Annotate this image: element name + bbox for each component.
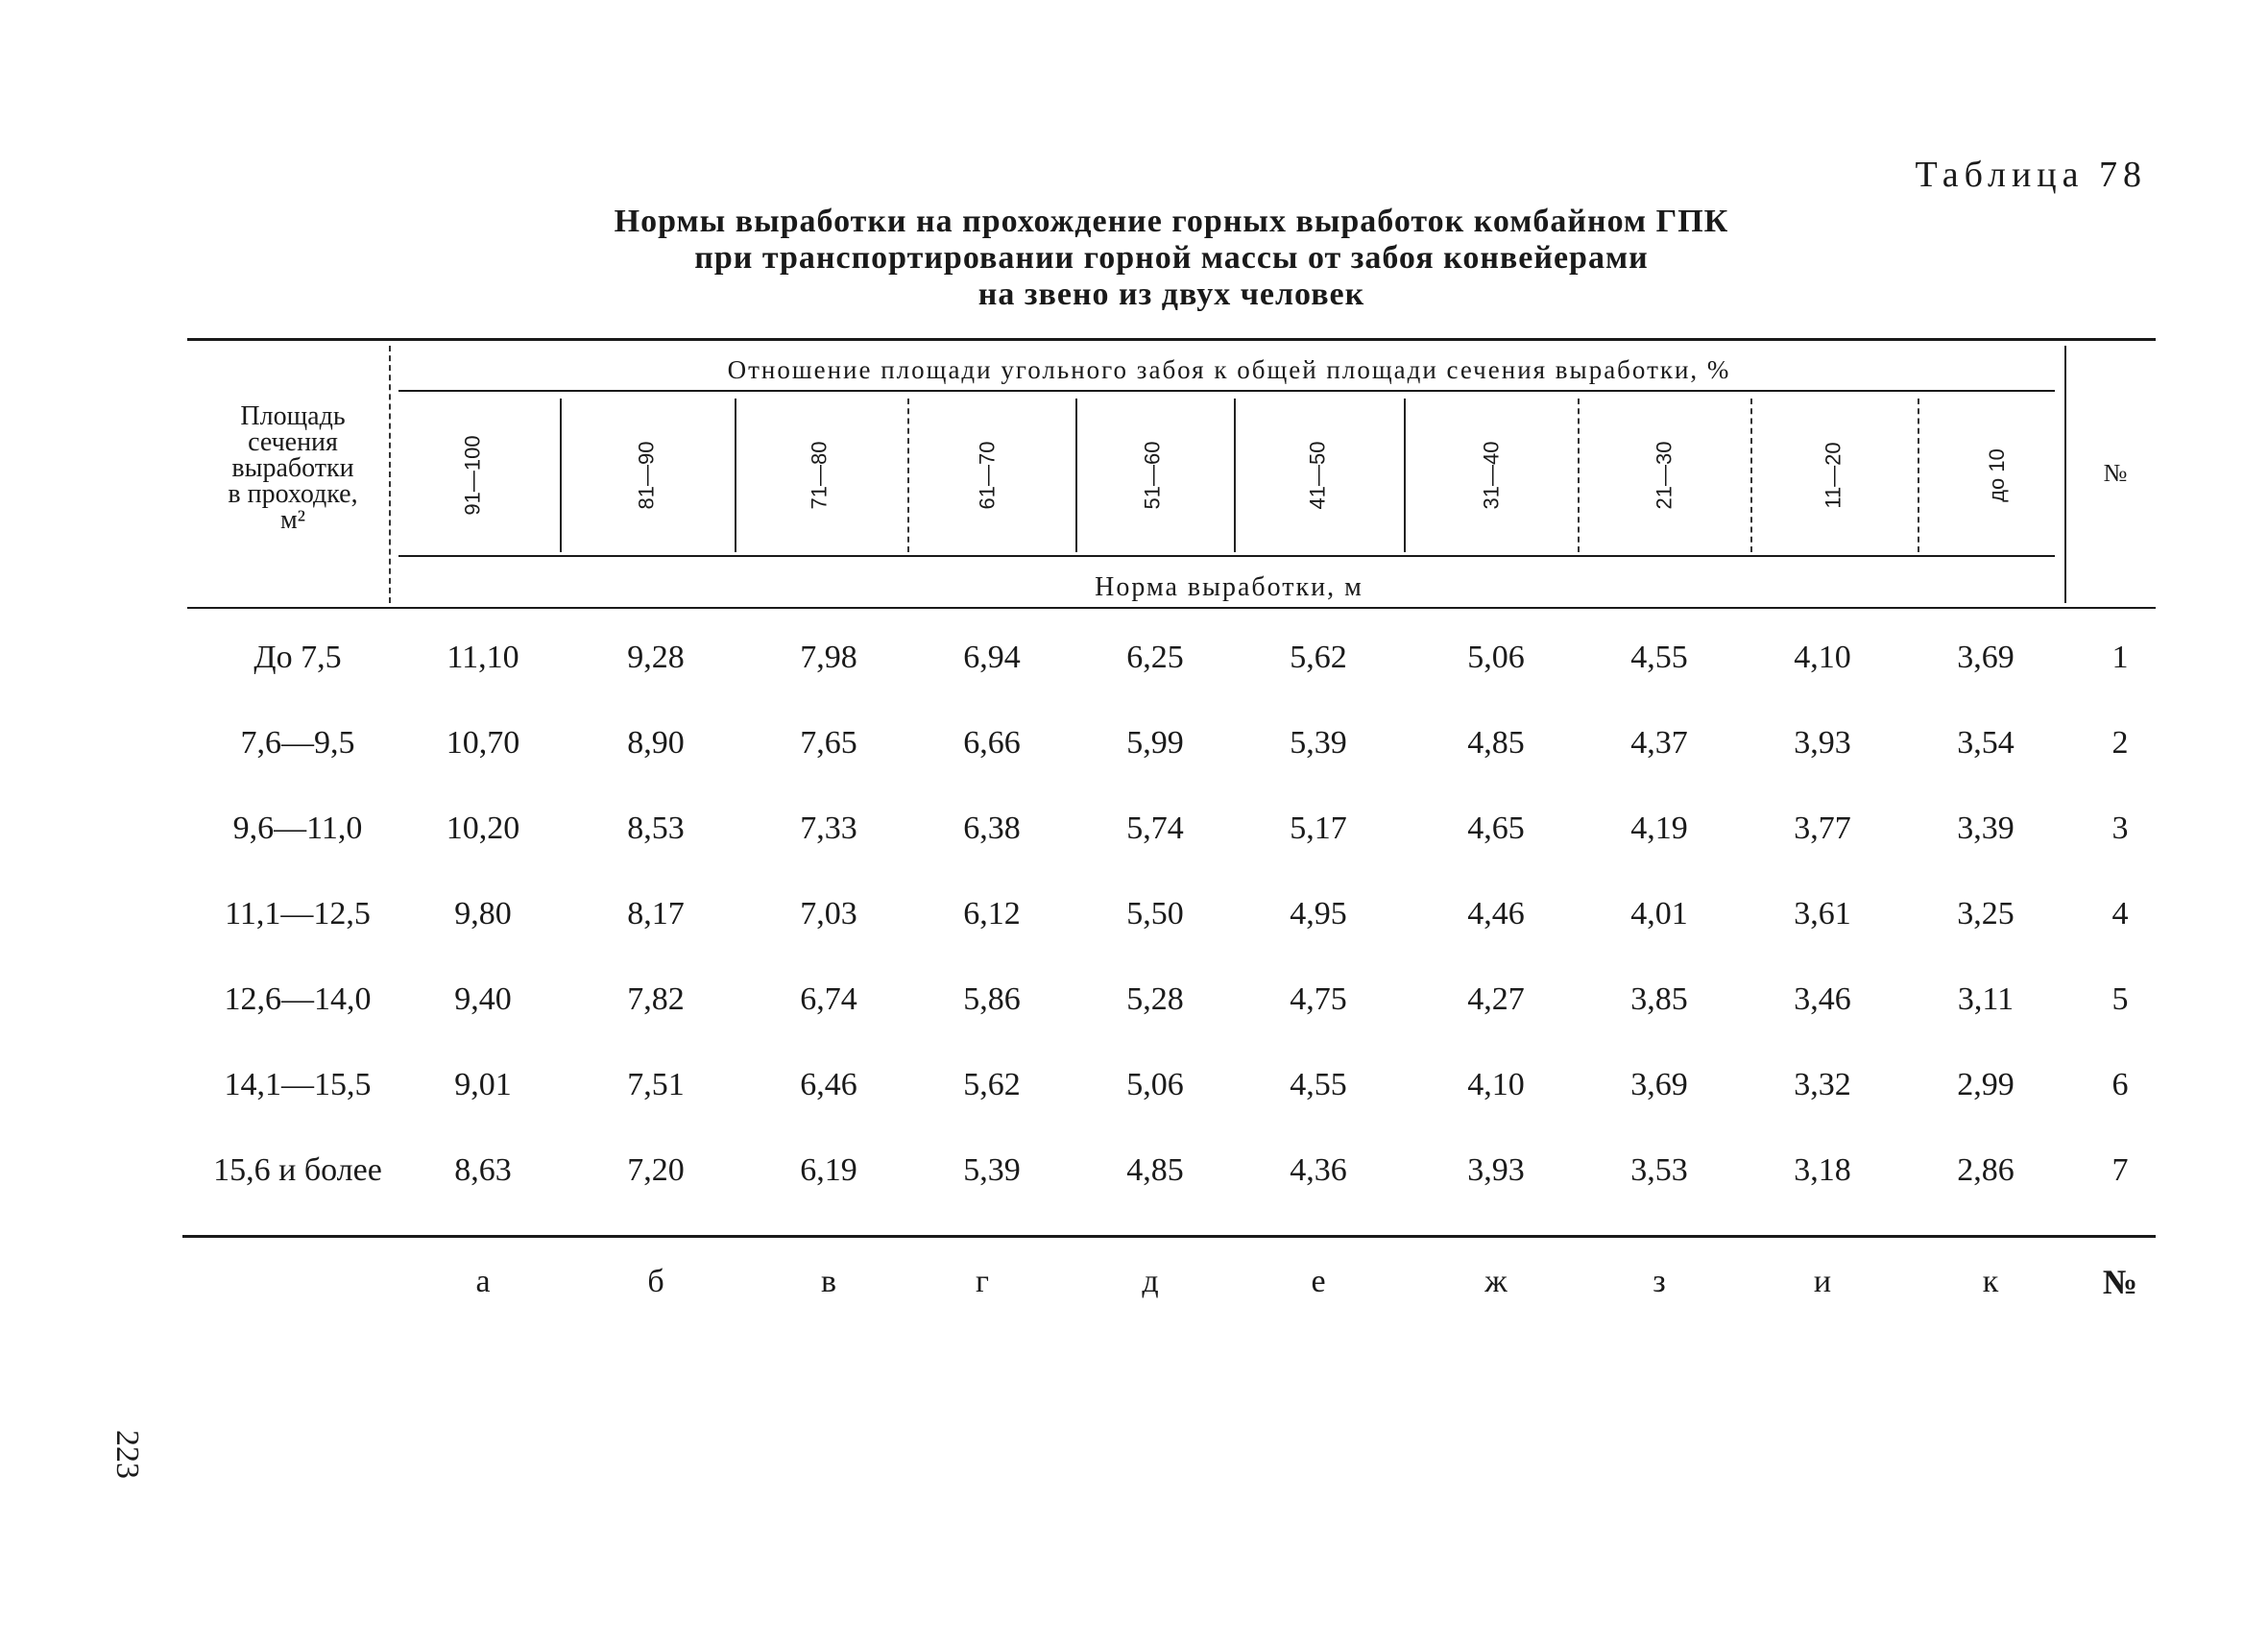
column-header-label: 71—80 (806, 441, 831, 510)
table-cell: 5,28 (1126, 981, 1184, 1017)
table-cell: 7,03 (800, 896, 857, 931)
column-letter: в (820, 1264, 837, 1299)
table-cell: 4,55 (1630, 640, 1688, 675)
column-letter: ж (1484, 1264, 1508, 1299)
table-cell: 9,01 (454, 1067, 512, 1102)
table-cell: 5,62 (963, 1067, 1021, 1102)
table-cell: 4,10 (1794, 640, 1851, 675)
column-header (1606, 399, 1722, 552)
row-number: 2 (2111, 725, 2129, 761)
table-cell: 3,53 (1630, 1152, 1688, 1188)
column-divider (1075, 399, 1077, 552)
column-letter: б (647, 1264, 664, 1299)
table-cell: 5,74 (1126, 810, 1184, 846)
column-header-label: 51—60 (1139, 441, 1164, 510)
area-header-line: м² (279, 505, 306, 535)
column-divider (1234, 399, 1236, 552)
table-cell: 2,86 (1957, 1152, 2015, 1188)
column-header (1940, 399, 2055, 552)
column-divider (1578, 399, 1580, 552)
table-cell: 3,39 (1957, 810, 2015, 846)
row-label: 7,6—9,5 (240, 725, 355, 761)
column-letter: г (976, 1264, 989, 1299)
area-header-line: Площадь (240, 401, 346, 431)
column-letter: и (1813, 1264, 1832, 1299)
table-cell: 4,75 (1290, 981, 1347, 1017)
table-cell: 5,39 (1290, 725, 1347, 761)
table-cell: 3,77 (1794, 810, 1851, 846)
table-cell: 5,86 (963, 981, 1021, 1017)
column-header (1260, 399, 1375, 552)
column-letter: з (1653, 1264, 1666, 1299)
table-cell: 5,39 (963, 1152, 1021, 1188)
body-bottom-rule (182, 1235, 2156, 1238)
column-divider (735, 399, 736, 552)
column-header (416, 399, 531, 552)
column-header (589, 399, 704, 552)
table-cell: 3,69 (1630, 1067, 1688, 1102)
table-cell: 5,50 (1126, 896, 1184, 931)
row-label: 11,1—12,5 (225, 896, 371, 931)
table-cell: 3,11 (1957, 981, 2015, 1017)
table-cell: 5,17 (1290, 810, 1347, 846)
table-cell: 4,85 (1126, 1152, 1184, 1188)
row-label: 9,6—11,0 (232, 810, 363, 846)
title-line: на звено из двух человек (977, 277, 1365, 312)
table-title (538, 204, 1805, 313)
table-cell: 6,46 (800, 1067, 857, 1102)
area-header (192, 403, 394, 533)
row-number: 3 (2111, 810, 2129, 846)
table-cell: 3,69 (1957, 640, 2015, 675)
column-divider (907, 399, 909, 552)
column-header (761, 399, 877, 552)
table-cell: 3,18 (1794, 1152, 1851, 1188)
table-cell: 4,36 (1290, 1152, 1347, 1188)
column-header-label: до 10 (1985, 448, 2009, 502)
table-cell: 6,66 (963, 725, 1021, 761)
table-cell: 7,33 (800, 810, 857, 846)
table-cell: 5,99 (1126, 725, 1184, 761)
column-header-label: 81—90 (633, 441, 658, 510)
column-header (929, 399, 1045, 552)
column-header-label: 21—30 (1651, 441, 1676, 510)
row-label: 14,1—15,5 (224, 1067, 372, 1102)
table-cell: 2,99 (1957, 1067, 2015, 1102)
table-cell: 5,62 (1290, 640, 1347, 675)
row-label: 12,6—14,0 (224, 981, 372, 1017)
column-header (1434, 399, 1549, 552)
table-cell: 4,46 (1467, 896, 1525, 931)
table-cell: 8,17 (627, 896, 685, 931)
table-cell: 4,55 (1290, 1067, 1347, 1102)
table-cell: 9,80 (454, 896, 512, 931)
table-cell: 5,06 (1467, 640, 1525, 675)
row-number: 4 (2111, 896, 2129, 931)
table-cell: 3,46 (1794, 981, 1851, 1017)
table-cell: 8,63 (454, 1152, 512, 1188)
column-divider (560, 399, 562, 552)
num-divider (2064, 346, 2066, 603)
table-cell: 6,38 (963, 810, 1021, 846)
row-number: 7 (2111, 1152, 2129, 1188)
table-cell: 3,32 (1794, 1067, 1851, 1102)
table-cell: 9,28 (627, 640, 685, 675)
row-number: 1 (2111, 640, 2129, 675)
column-divider (1404, 399, 1406, 552)
column-letter: е (1311, 1264, 1326, 1299)
table-cell: 4,95 (1290, 896, 1347, 931)
area-header-line: в проходке, (228, 479, 358, 509)
table-cell: 5,06 (1126, 1067, 1184, 1102)
table-cell: 7,65 (800, 725, 857, 761)
table-cell: 6,12 (963, 896, 1021, 931)
table-cell: 3,61 (1794, 896, 1851, 931)
table-label: Таблица 78 (1915, 155, 2147, 195)
title-line: при транспортировании горной массы от забоя конвейерами (694, 240, 1649, 276)
row-number: 5 (2111, 981, 2129, 1017)
columns-underline (398, 555, 2055, 557)
ratio-underline (398, 390, 2055, 392)
number-header: № (2103, 459, 2128, 487)
row-number: 6 (2111, 1067, 2129, 1102)
area-header-line: выработки (231, 453, 354, 483)
table-cell: 4,85 (1467, 725, 1525, 761)
table-cell: 3,85 (1630, 981, 1688, 1017)
table-cell: 7,51 (627, 1067, 685, 1102)
column-header-label: 61—70 (974, 441, 999, 510)
page-number: 223 (109, 1430, 145, 1479)
norm-header: Норма выработки, м (1095, 572, 1363, 602)
column-header (1095, 399, 1210, 552)
table-cell: 3,93 (1794, 725, 1851, 761)
table-cell: 9,40 (454, 981, 512, 1017)
table-cell: 11,10 (446, 640, 519, 675)
column-letter: к (1982, 1264, 1999, 1299)
table-cell: 3,25 (1957, 896, 2015, 931)
area-header-line: сечения (248, 427, 338, 457)
table-cell: 6,19 (800, 1152, 857, 1188)
title-line: Нормы выработки на прохождение горных выработок комбайном ГПК (614, 204, 1729, 239)
table-cell: 6,74 (800, 981, 857, 1017)
header-bottom-rule (187, 607, 2156, 609)
column-divider (1750, 399, 1752, 552)
table-cell: 8,53 (627, 810, 685, 846)
column-letter: д (1142, 1264, 1159, 1299)
top-rule (187, 338, 2156, 341)
column-header-label: 41—50 (1304, 441, 1329, 510)
table-cell: 7,98 (800, 640, 857, 675)
table-cell: 8,90 (627, 725, 685, 761)
table-cell: 10,20 (446, 810, 520, 846)
footer-number-sign: № (2102, 1263, 2138, 1301)
table-cell: 3,54 (1957, 725, 2015, 761)
table-cell: 4,01 (1630, 896, 1688, 931)
table-cell: 10,70 (446, 725, 520, 761)
column-header (1776, 399, 1892, 552)
table-cell: 7,20 (627, 1152, 685, 1188)
column-letter: а (475, 1264, 491, 1299)
table-cell: 6,94 (963, 640, 1021, 675)
table-cell: 4,37 (1630, 725, 1688, 761)
table-cell: 6,25 (1126, 640, 1184, 675)
row-label: До 7,5 (253, 640, 342, 675)
column-header-label: 91—100 (461, 435, 485, 516)
column-divider (1918, 399, 1919, 552)
table-cell: 3,93 (1467, 1152, 1525, 1188)
column-header-label: 11—20 (1822, 442, 1846, 509)
table-cell: 4,65 (1467, 810, 1525, 846)
table-cell: 4,10 (1467, 1067, 1525, 1102)
ratio-header: Отношение площади угольного забоя к общей площади сечения выработки, % (727, 355, 1731, 384)
table-cell: 4,27 (1467, 981, 1525, 1017)
row-label: 15,6 и более (213, 1152, 382, 1188)
table-cell: 4,19 (1630, 810, 1688, 846)
table-cell: 7,82 (627, 981, 685, 1017)
column-header-label: 31—40 (1478, 441, 1503, 510)
